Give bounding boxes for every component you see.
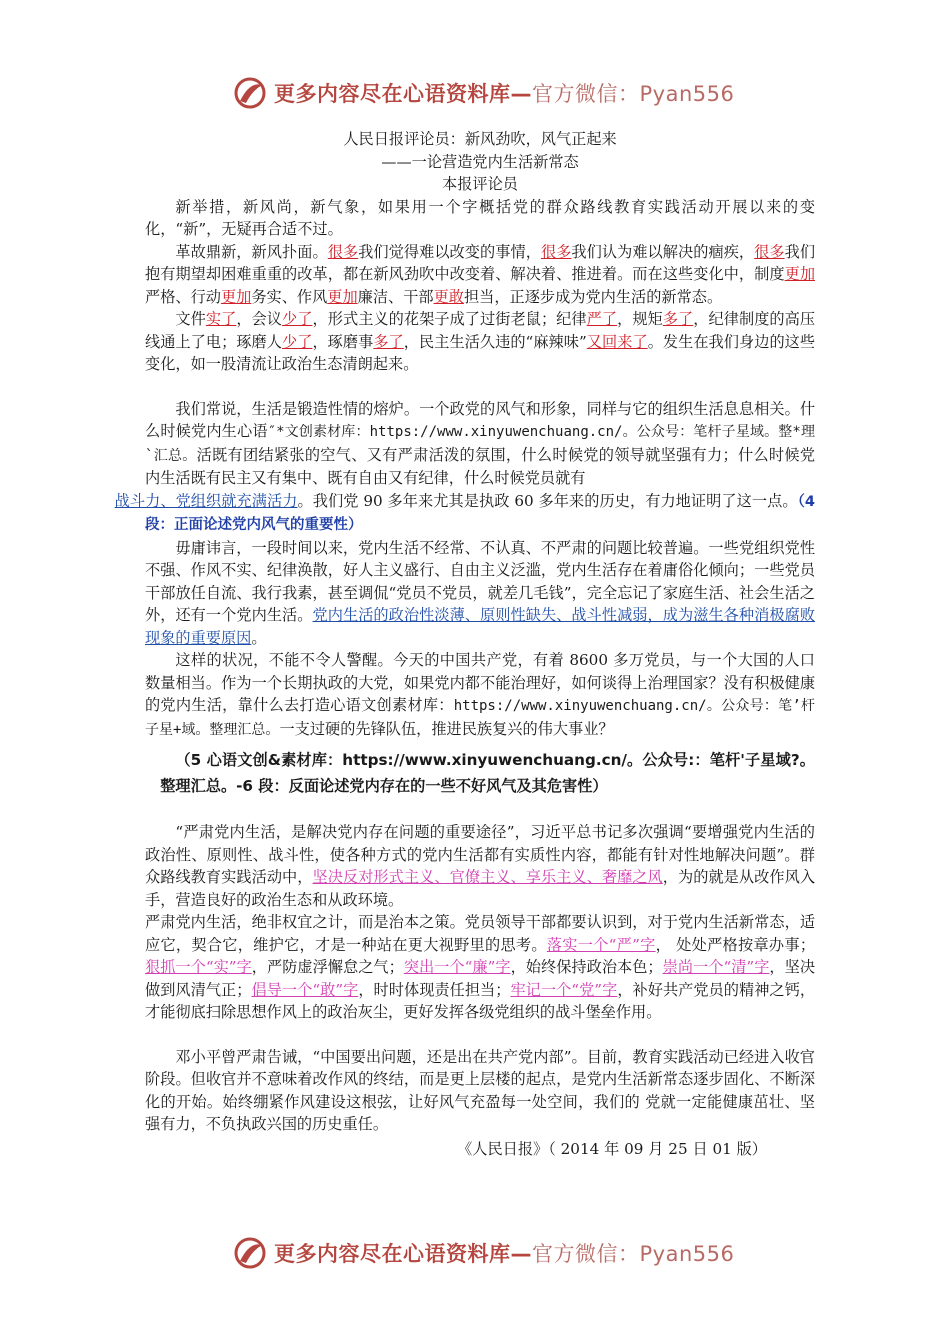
article-author: 本报评论员 bbox=[442, 175, 518, 193]
brush-logo-icon bbox=[232, 1235, 268, 1271]
article-body bbox=[114, 128, 816, 1160]
paragraph-2: 革故鼎新，新风扑面。很多我们觉得难以改变的事情，很多我们认为难以解决的痼疾，很多我们抱有期望却困难重重的改革，都在新风劲吹中改变着、解决着、推进着。而在这些变化中，制度更加严格、行动更加务实、作风更加廉洁、干部更敢担当，正逐步成为党内生活的新常态。 bbox=[145, 242, 816, 306]
paragraph-7: “严肃党内生活，是解决党内存在问题的重要途径”，习近平总书记多次强调“要增强党内生活的政治性、原则性、战斗性，使各种方式的党内生活都有实质性内容，都能有针对性地解决问题”。群众路线教育实践活动中，坚决反对形式主义、官僚主义、享乐主义、奢靡之风，为的就是从改作风入手，营造良好的政治生态和从政环境。 bbox=[145, 823, 816, 909]
paragraph-3: 文件实了，会议少了，形式主义的花架子成了过街老鼠；纪律严了，规矩多了，纪律制度的高压线通上了电；琢磨人少了，琢磨事多了，民主生活久违的“麻辣味”又回来了。发生在我们身边的这些变化，如一股清流让政治生态清朗起来。 bbox=[145, 310, 816, 373]
paragraph-6: 这样的状况，不能不令人警醒。今天的中国共产党，有着 8600 多万党员，与一个大国的人口数量相当。作为一个长期执政的大党，如果党内都不能治理好，如何谈得上治理国家？没有积极健康的党内生活，靠什么去打造心语文创素材库：https://www.xinyuwenchuang.cn/。公众号：笔’杆子星+域。整理汇总。一支过硬的先锋队伍，推进民族复兴的伟大事业？ bbox=[145, 651, 815, 738]
banner-text: 更多内容尽在心语资料库—官方微信：Pyan556 bbox=[274, 1242, 735, 1266]
paragraph-9: 邓小平曾严肃告诫，“中国要出问题，还是出在共产党内部”。目前，教育实践活动已经进入收官阶段。但收官并不意味着改作风的终结，而是更上层楼的起点，是党内生活新常态逐步固化、不断深化的开始。始终绷紧作风建设这根弦，让好风气充盈每一处空间，我们的 党就一定能健康茁壮、坚强有力，不负执政兴国的历史重任。 bbox=[145, 1047, 815, 1133]
paragraph-4: 我们常说，生活是锻造性情的熔炉。一个政党的风气和形象，同样与它的组织生活息息相关。什么时候党内生心语″*文创素材库：https://www.xinyuwenchuang.cn/。公众号：笔杆子星域。整*理`汇总。活既有团结紧张的空气、又有严肃活泼的氛围，什么时候党的领导就坚强有力；什么时候党内生活既有民主又有集中、既有自由又有纪律，什么时候党员就有 战斗力、党组织就充满活力。我们党 90 多年来尤其是执政 60 多年来的历史，有力地证明了这一点。（4 段：正面论述党内风气的重要性） bbox=[114, 399, 816, 533]
brush-logo-icon bbox=[232, 75, 268, 111]
footer-watermark-banner bbox=[232, 1232, 752, 1274]
source-citation: 《人民日报》（ 2014 年 09 月 25 日 01 版） bbox=[457, 1139, 767, 1158]
paragraph-5: 毋庸讳言，一段时间以来，党内生活不经常、不认真、不严肃的问题比较普遍。一些党组织党性不强、作风不实、纪律涣散，好人主义盛行、自由主义泛滥，党内生活存在着庸俗化倾向；一些党员干部放任自流、我行我素，甚至调侃“党员不党员，就差几毛钱”，完全忘记了家庭生活、社会生活之外，还有一个党内生活。党内生活的政治性淡薄、原则性缺失、战斗性减弱，成为滋生各种消极腐败现象的重要原因。 bbox=[145, 538, 816, 647]
header-watermark-banner bbox=[232, 72, 752, 114]
article-title: 人民日报评论员：新风劲吹，风气正起来 bbox=[343, 130, 617, 148]
article-subtitle: ——一论营造党内生活新常态 bbox=[381, 152, 579, 171]
section-note-5-6: （5 心语文创&素材库：https://www.xinyuwenchuang.cn/。公众号:：笔杆'子星域?。整理汇总。-6 段：反面论述党内存在的一些不好风气及其危害性） bbox=[160, 751, 815, 795]
section-note-4: （4 段：正面论述党内风气的重要性） bbox=[145, 493, 816, 533]
paragraph-8: 严肃党内生活，绝非权宜之计，而是治本之策。党员领导干部都要认识到，对于党内生活新常态，适应它，契合它，维护它，才是一种站在更大视野里的思考。落实一个“严”字， 处处严格按章办事；狠抓一个“实”字，严防虚浮懈怠之气；突出一个“廉”字，始终保持政治本色；崇尚一个“清”字，坚决做到风清气正；倡导一个“敢”字，时时体现责任担当；牢记一个“党”字，补好共产党员的精神之钙，才能彻底扫除思想作风上的政治灰尘，更好发挥各级党组织的战斗堡垒作用。 bbox=[145, 913, 816, 1021]
paragraph-1: 新举措，新风尚，新气象，如果用一个字概括党的群众路线教育实践活动开展以来的变化，“新”，无疑再合适不过。 bbox=[145, 197, 815, 238]
banner-text: 更多内容尽在心语资料库—官方微信：Pyan556 bbox=[274, 82, 735, 106]
